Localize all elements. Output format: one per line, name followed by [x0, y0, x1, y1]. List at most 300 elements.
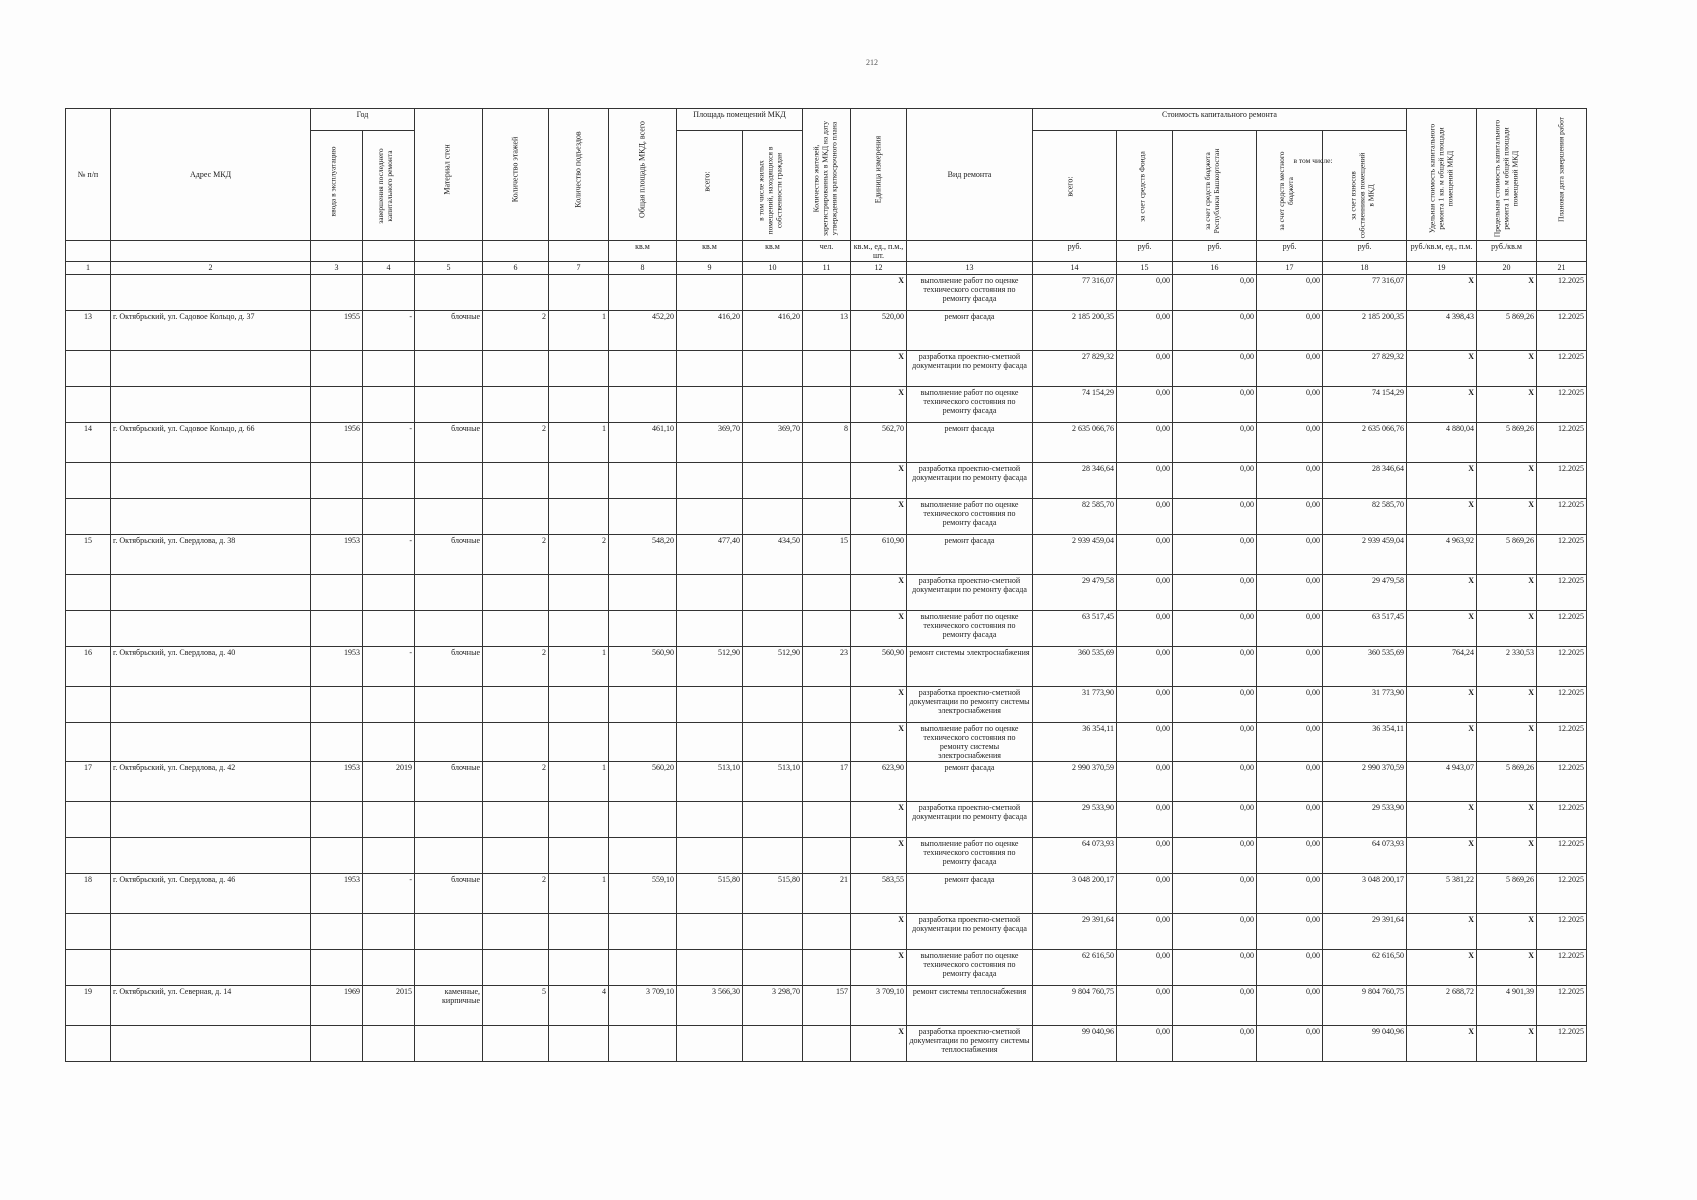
floors: [483, 723, 549, 762]
total-area: [609, 802, 677, 838]
wall-material: блочные: [415, 311, 483, 351]
year-commission: [311, 351, 363, 387]
cost-local: 0,00: [1257, 575, 1323, 611]
cost-local: 0,00: [1257, 914, 1323, 950]
premises-area: [677, 575, 743, 611]
cost-republic: 0,00: [1173, 351, 1257, 387]
row-number: 14: [66, 423, 111, 463]
row-number: [66, 838, 111, 874]
cost-fund: 0,00: [1117, 611, 1173, 647]
row-number: [66, 463, 111, 499]
table-row: [66, 275, 1587, 311]
cost-fund: 0,00: [1117, 423, 1173, 463]
cost-total: 2 635 066,76: [1033, 423, 1117, 463]
unit-cost: X: [1407, 687, 1477, 723]
table-row: [66, 575, 1587, 611]
cost-local: 0,00: [1257, 463, 1323, 499]
planned-date: 12.2025: [1537, 351, 1587, 387]
year-overhaul: [363, 499, 415, 535]
column-number: 11: [803, 262, 851, 275]
residents: 21: [803, 874, 851, 914]
floors: [483, 463, 549, 499]
total-area: [609, 351, 677, 387]
table-row: [66, 986, 1587, 1026]
limit-cost: X: [1477, 687, 1537, 723]
header-year-group: Год: [311, 109, 415, 131]
unit-value: X: [851, 802, 907, 838]
floors: [483, 950, 549, 986]
year-overhaul: -: [363, 647, 415, 687]
floors: [483, 499, 549, 535]
year-commission: [311, 838, 363, 874]
column-number: 13: [907, 262, 1033, 275]
header-unit-cost: Удельная стоимость капитального ремонта 1 кв. м общей площади помещений МКД: [1407, 109, 1477, 241]
address: [111, 1026, 311, 1062]
unit-cell: руб.: [1323, 241, 1407, 262]
cost-fund: 0,00: [1117, 723, 1173, 762]
address: [111, 950, 311, 986]
residents: 17: [803, 762, 851, 802]
table-row: [66, 611, 1587, 647]
cost-local: 0,00: [1257, 351, 1323, 387]
cost-total: 3 048 200,17: [1033, 874, 1117, 914]
total-area: [609, 838, 677, 874]
wall-material: [415, 950, 483, 986]
work-type: выполнение работ по оценке технического состояния по ремонту фасада: [907, 950, 1033, 986]
unit-cell: [415, 241, 483, 262]
unit-cell: [483, 241, 549, 262]
cost-fund: 0,00: [1117, 647, 1173, 687]
work-type: разработка проектно-сметной документации по ремонту фасада: [907, 575, 1033, 611]
work-type: разработка проектно-сметной документации по ремонту фасада: [907, 351, 1033, 387]
row-number: 16: [66, 647, 111, 687]
row-number: [66, 1026, 111, 1062]
premises-area: [677, 275, 743, 311]
cost-total: 62 616,50: [1033, 950, 1117, 986]
floors: [483, 687, 549, 723]
header-premises-total: всего:: [677, 131, 743, 241]
limit-cost: X: [1477, 351, 1537, 387]
unit-cell: руб.: [1173, 241, 1257, 262]
cost-republic: 0,00: [1173, 874, 1257, 914]
unit-cost: 4 963,92: [1407, 535, 1477, 575]
row-number: [66, 687, 111, 723]
column-number: 9: [677, 262, 743, 275]
cost-owners: 2 635 066,76: [1323, 423, 1407, 463]
row-number: 15: [66, 535, 111, 575]
cost-total: 360 535,69: [1033, 647, 1117, 687]
unit-value: X: [851, 275, 907, 311]
cost-local: 0,00: [1257, 874, 1323, 914]
address: г. Октябрьский, ул. Садовое Кольцо, д. 66: [111, 423, 311, 463]
premises-area: 513,10: [677, 762, 743, 802]
planned-date: 12.2025: [1537, 687, 1587, 723]
cost-owners: 77 316,07: [1323, 275, 1407, 311]
cost-local: 0,00: [1257, 647, 1323, 687]
floors: 2: [483, 311, 549, 351]
entrances: 1: [549, 423, 609, 463]
work-type: ремонт фасада: [907, 423, 1033, 463]
private-area: 434,50: [743, 535, 803, 575]
cost-local: 0,00: [1257, 275, 1323, 311]
cost-local: 0,00: [1257, 986, 1323, 1026]
address: [111, 611, 311, 647]
row-number: 13: [66, 311, 111, 351]
cost-total: 63 517,45: [1033, 611, 1117, 647]
unit-cost: X: [1407, 351, 1477, 387]
residents: [803, 575, 851, 611]
table-row: [66, 647, 1587, 687]
planned-date: 12.2025: [1537, 387, 1587, 423]
table-row: [66, 311, 1587, 351]
cost-republic: 0,00: [1173, 387, 1257, 423]
cost-owners: 2 939 459,04: [1323, 535, 1407, 575]
private-area: [743, 351, 803, 387]
premises-area: [677, 802, 743, 838]
row-number: 18: [66, 874, 111, 914]
unit-value: X: [851, 838, 907, 874]
address: [111, 575, 311, 611]
floors: 2: [483, 762, 549, 802]
cost-owners: 64 073,93: [1323, 838, 1407, 874]
cost-total: 99 040,96: [1033, 1026, 1117, 1062]
unit-cell: кв.м: [743, 241, 803, 262]
table-row: [66, 723, 1587, 762]
column-number: 12: [851, 262, 907, 275]
cost-republic: 0,00: [1173, 647, 1257, 687]
residents: [803, 838, 851, 874]
address: [111, 914, 311, 950]
cost-total: 29 391,64: [1033, 914, 1117, 950]
unit-cost: X: [1407, 802, 1477, 838]
residents: [803, 687, 851, 723]
premises-area: [677, 1026, 743, 1062]
unit-cost: 5 381,22: [1407, 874, 1477, 914]
unit-value: X: [851, 575, 907, 611]
floors: 2: [483, 423, 549, 463]
planned-date: 12.2025: [1537, 311, 1587, 351]
wall-material: блочные: [415, 647, 483, 687]
unit-value: X: [851, 387, 907, 423]
floors: [483, 275, 549, 311]
unit-value: X: [851, 463, 907, 499]
cost-local: 0,00: [1257, 387, 1323, 423]
year-overhaul: -: [363, 311, 415, 351]
capital-repair-table: [65, 108, 1587, 1062]
private-area: [743, 802, 803, 838]
header-unit: Единица измерения: [851, 109, 907, 241]
cost-owners: 9 804 760,75: [1323, 986, 1407, 1026]
planned-date: 12.2025: [1537, 802, 1587, 838]
year-overhaul: -: [363, 535, 415, 575]
header-cost-group: Стоимость капитального ремонта: [1033, 109, 1407, 131]
row-number: [66, 802, 111, 838]
wall-material: [415, 687, 483, 723]
table-row: [66, 687, 1587, 723]
premises-area: [677, 723, 743, 762]
private-area: [743, 575, 803, 611]
limit-cost: 5 869,26: [1477, 874, 1537, 914]
cost-owners: 2 990 370,59: [1323, 762, 1407, 802]
cost-total: 31 773,90: [1033, 687, 1117, 723]
header-cost-fund: за счет средств Фонда: [1117, 131, 1173, 241]
total-area: 452,20: [609, 311, 677, 351]
address: [111, 463, 311, 499]
entrances: [549, 351, 609, 387]
cost-owners: 28 346,64: [1323, 463, 1407, 499]
cost-republic: 0,00: [1173, 802, 1257, 838]
unit-cell: кв.м: [677, 241, 743, 262]
entrances: 4: [549, 986, 609, 1026]
unit-cost: 764,24: [1407, 647, 1477, 687]
cost-republic: 0,00: [1173, 423, 1257, 463]
cost-owners: 63 517,45: [1323, 611, 1407, 647]
year-commission: [311, 1026, 363, 1062]
year-commission: 1953: [311, 647, 363, 687]
cost-owners: 62 616,50: [1323, 950, 1407, 986]
year-overhaul: -: [363, 423, 415, 463]
year-overhaul: [363, 463, 415, 499]
limit-cost: X: [1477, 723, 1537, 762]
residents: 157: [803, 986, 851, 1026]
limit-cost: X: [1477, 387, 1537, 423]
cost-owners: 29 479,58: [1323, 575, 1407, 611]
limit-cost: X: [1477, 575, 1537, 611]
cost-owners: 3 048 200,17: [1323, 874, 1407, 914]
cost-fund: 0,00: [1117, 914, 1173, 950]
address: г. Октябрьский, ул. Садовое Кольцо, д. 37: [111, 311, 311, 351]
year-overhaul: 2015: [363, 986, 415, 1026]
floors: [483, 838, 549, 874]
cost-fund: 0,00: [1117, 499, 1173, 535]
cost-total: 9 804 760,75: [1033, 986, 1117, 1026]
unit-cost: X: [1407, 575, 1477, 611]
unit-cost: X: [1407, 499, 1477, 535]
year-overhaul: [363, 575, 415, 611]
header-year-commission: ввода в эксплуатацию: [311, 131, 363, 241]
header-cost-including: в том числе:: [1293, 156, 1333, 165]
wall-material: [415, 387, 483, 423]
unit-cost: 4 943,07: [1407, 762, 1477, 802]
floors: 2: [483, 535, 549, 575]
unit-cell: [907, 241, 1033, 262]
cost-fund: 0,00: [1117, 351, 1173, 387]
wall-material: [415, 802, 483, 838]
entrances: 1: [549, 874, 609, 914]
cost-local: 0,00: [1257, 723, 1323, 762]
row-number: 19: [66, 986, 111, 1026]
entrances: [549, 499, 609, 535]
address: г. Октябрьский, ул. Свердлова, д. 40: [111, 647, 311, 687]
unit-cell: руб./кв.м: [1477, 241, 1537, 262]
year-overhaul: -: [363, 874, 415, 914]
table-row: [66, 950, 1587, 986]
work-type: выполнение работ по оценке технического состояния по ремонту фасада: [907, 499, 1033, 535]
column-number: 2: [111, 262, 311, 275]
premises-area: [677, 687, 743, 723]
year-overhaul: 2019: [363, 762, 415, 802]
address: [111, 387, 311, 423]
private-area: 369,70: [743, 423, 803, 463]
cost-local: 0,00: [1257, 838, 1323, 874]
residents: [803, 1026, 851, 1062]
cost-republic: 0,00: [1173, 950, 1257, 986]
unit-cell: [1537, 241, 1587, 262]
header-total-area: Общая площадь МКД, всего: [609, 109, 677, 241]
unit-value: 520,00: [851, 311, 907, 351]
year-commission: 1956: [311, 423, 363, 463]
cost-republic: 0,00: [1173, 723, 1257, 762]
total-area: [609, 463, 677, 499]
planned-date: 12.2025: [1537, 575, 1587, 611]
total-area: 559,10: [609, 874, 677, 914]
cost-owners: 360 535,69: [1323, 647, 1407, 687]
residents: [803, 611, 851, 647]
limit-cost: 2 330,53: [1477, 647, 1537, 687]
unit-cell: [66, 241, 111, 262]
entrances: [549, 611, 609, 647]
wall-material: [415, 499, 483, 535]
private-area: [743, 723, 803, 762]
private-area: [743, 838, 803, 874]
cost-fund: 0,00: [1117, 762, 1173, 802]
cost-fund: 0,00: [1117, 275, 1173, 311]
year-overhaul: [363, 723, 415, 762]
unit-cost: X: [1407, 723, 1477, 762]
private-area: [743, 914, 803, 950]
cost-republic: 0,00: [1173, 687, 1257, 723]
private-area: [743, 499, 803, 535]
cost-total: 77 316,07: [1033, 275, 1117, 311]
unit-cost: X: [1407, 463, 1477, 499]
cost-total: 82 585,70: [1033, 499, 1117, 535]
residents: 8: [803, 423, 851, 463]
unit-cost: X: [1407, 275, 1477, 311]
table-row: [66, 535, 1587, 575]
cost-republic: 0,00: [1173, 311, 1257, 351]
floors: [483, 351, 549, 387]
column-number: 20: [1477, 262, 1537, 275]
premises-area: [677, 950, 743, 986]
address: [111, 838, 311, 874]
cost-republic: 0,00: [1173, 575, 1257, 611]
address: г. Октябрьский, ул. Свердлова, д. 38: [111, 535, 311, 575]
unit-cell: кв.м., ед., п.м., шт.: [851, 241, 907, 262]
private-area: [743, 611, 803, 647]
unit-cost: X: [1407, 387, 1477, 423]
unit-cost: X: [1407, 950, 1477, 986]
row-number: [66, 387, 111, 423]
residents: 13: [803, 311, 851, 351]
cost-local: 0,00: [1257, 423, 1323, 463]
unit-value: 583,55: [851, 874, 907, 914]
cost-fund: 0,00: [1117, 950, 1173, 986]
premises-area: [677, 499, 743, 535]
cost-local: 0,00: [1257, 802, 1323, 838]
total-area: [609, 275, 677, 311]
cost-owners: 29 533,90: [1323, 802, 1407, 838]
column-number: 7: [549, 262, 609, 275]
header-cost-owners: за счет взносов собственников помещений в МКД: [1323, 131, 1407, 241]
limit-cost: 5 869,26: [1477, 311, 1537, 351]
row-number: [66, 723, 111, 762]
wall-material: [415, 611, 483, 647]
wall-material: [415, 575, 483, 611]
premises-area: [677, 611, 743, 647]
work-type: выполнение работ по оценке технического состояния по ремонту системы электроснабжения: [907, 723, 1033, 762]
table-row: [66, 914, 1587, 950]
premises-area: 477,40: [677, 535, 743, 575]
planned-date: 12.2025: [1537, 611, 1587, 647]
header-residents: Количество жителей, зарегистрированных в МКД на дату утверждения краткосрочного плана: [803, 109, 851, 241]
header-floors: Количество этажей: [483, 109, 549, 241]
table-row: [66, 802, 1587, 838]
planned-date: 12.2025: [1537, 535, 1587, 575]
cost-local: 0,00: [1257, 311, 1323, 351]
year-commission: [311, 575, 363, 611]
header-entrances: Количество подъездов: [549, 109, 609, 241]
address: [111, 499, 311, 535]
address: г. Октябрьский, ул. Свердлова, д. 42: [111, 762, 311, 802]
row-number: [66, 351, 111, 387]
unit-value: 560,90: [851, 647, 907, 687]
planned-date: 12.2025: [1537, 275, 1587, 311]
work-type: выполнение работ по оценке технического состояния по ремонту фасада: [907, 838, 1033, 874]
total-area: 548,20: [609, 535, 677, 575]
work-type: разработка проектно-сметной документации по ремонту фасада: [907, 463, 1033, 499]
work-type: разработка проектно-сметной документации по ремонту системы теплоснабжения: [907, 1026, 1033, 1062]
year-overhaul: [363, 611, 415, 647]
total-area: 560,90: [609, 647, 677, 687]
planned-date: 12.2025: [1537, 914, 1587, 950]
residents: [803, 387, 851, 423]
cost-fund: 0,00: [1117, 463, 1173, 499]
address: [111, 351, 311, 387]
cost-total: 29 479,58: [1033, 575, 1117, 611]
entrances: 2: [549, 535, 609, 575]
cost-local: 0,00: [1257, 950, 1323, 986]
unit-cell: [311, 241, 363, 262]
cost-republic: 0,00: [1173, 499, 1257, 535]
table-row: [66, 499, 1587, 535]
work-type: ремонт системы теплоснабжения: [907, 986, 1033, 1026]
table-row: [66, 351, 1587, 387]
floors: [483, 802, 549, 838]
work-type: выполнение работ по оценке технического состояния по ремонту фасада: [907, 275, 1033, 311]
header-wall-material: Материал стен: [415, 109, 483, 241]
year-commission: [311, 499, 363, 535]
column-number: 5: [415, 262, 483, 275]
entrances: [549, 1026, 609, 1062]
unit-value: 562,70: [851, 423, 907, 463]
unit-cost: X: [1407, 611, 1477, 647]
planned-date: 12.2025: [1537, 762, 1587, 802]
year-commission: 1969: [311, 986, 363, 1026]
cost-fund: 0,00: [1117, 874, 1173, 914]
limit-cost: 4 901,39: [1477, 986, 1537, 1026]
cost-owners: 31 773,90: [1323, 687, 1407, 723]
wall-material: [415, 351, 483, 387]
cost-local: 0,00: [1257, 687, 1323, 723]
total-area: 3 709,10: [609, 986, 677, 1026]
wall-material: блочные: [415, 874, 483, 914]
header-cost-local: за счет средств местного бюджета: [1257, 131, 1323, 241]
column-number: 3: [311, 262, 363, 275]
header-work-type: Вид ремонта: [907, 109, 1033, 241]
work-type: разработка проектно-сметной документации по ремонту фасада: [907, 914, 1033, 950]
address: г. Октябрьский, ул. Свердлова, д. 46: [111, 874, 311, 914]
year-commission: [311, 914, 363, 950]
